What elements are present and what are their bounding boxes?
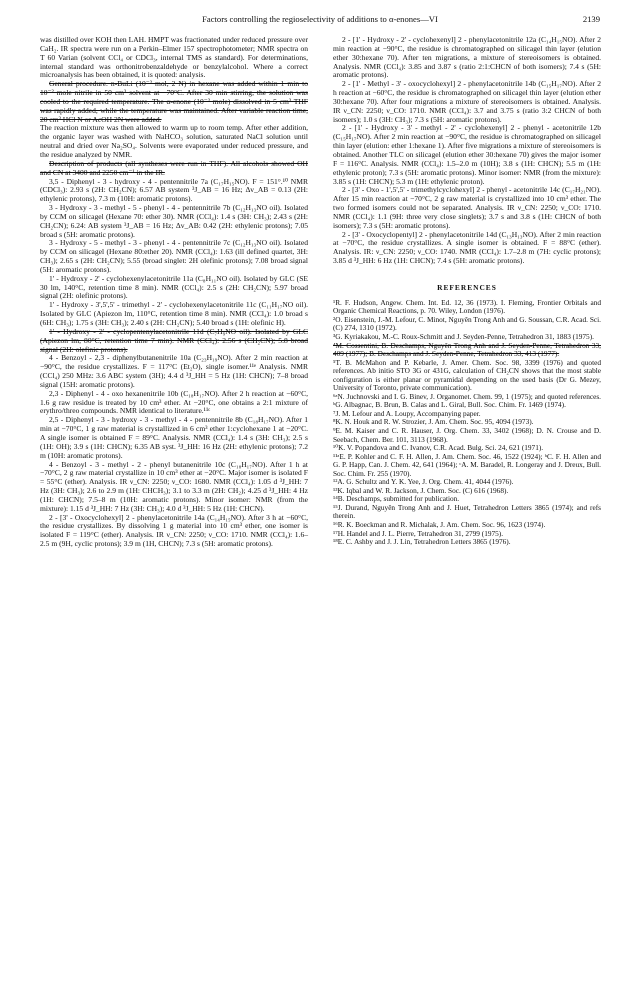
reference-item: ⁵T. B. McMahon and P. Kebarle, J. Amer. Chem. Soc. 98, 3399 (1976) and quoted references. Ab initio STO 3G or 431G, calculation of CH₂CN shows that the most stable configuration is either planar or pyramidal depending on the used basis (Dr G. Mezey, University of Toronto, private communication). (333, 357, 601, 393)
paragraph: 2 - [3' - Oxo - 1',5',5' - trimethylcyclohexyl] 2 - phenyl - acetonitrile 14c (C₁₇H₂₁NO). After 15 min reaction at −70°C, 2 g raw material is crystallized into 10 cm³ ether. The two formed isomers could not be separated. Analysis. IR ν_CN: 2250; ν_CO: 1710. NMR (CCl₄): 1.1 (9H: three very close singlets); 3.7 s and 3.8 s (1H: CHCN of both isomers); 7.3 s (5H: aromatic protons). (333, 185, 601, 230)
paragraph: 3,5 - Diphenyl - 3 - hydroxy - 4 - pentennitrile 7a (C₁₇H₁₅NO). F = 151°.¹⁰ NMR (CDCl₃): 2.93 s (2H: CH₂CN); 6.57 AB system ³J_AB = 16 Hz; Δv_AB = 0.13 (2H: ethylenic protons), 7.3 m (10H: aromatic protons). (40, 176, 308, 204)
paragraph: 1' - Hydroxy - 2' - cyclohexenylacetonitrile 11a (C₈H₁₁NO oil). Isolated by GLC (SE 30 lm, 140°C, retention time 8 min). NMR (CCl₄): 2.5 s (2H: CH₂CN); 5.97 broad signal (2H: olefinic protons). (40, 273, 308, 301)
paragraph: 2 - [1' - Methyl - 3' - oxocyclohexyl] 2 - phenylacetonitrile 14b (C₁₅H₁₇NO). After 2 h reaction at −60°C, the residue is chromatographed on silicagel thin layer (elution ether 30:hexane 70). After four migrations a mixture of stereoisomers is obtained. Analysis. IR ν_CN: 2250; ν_CO: 1710. NMR (CCl₄): 3.7 and 3.75 s (ratio 3:2 CHCN of both isomers); 1.0 s (3H: CH₃); 7.3 s (5H: aromatic protons). (333, 79, 601, 124)
page-header (40, 14, 600, 28)
reference-item: ¹¹ᵃE. P. Kohler and C. F. H. Allen, J. Am. Chem. Soc. 46, 1522 (1924); ᵇC. F. H. Allen and G. P. Happ, Can. J. Chem. 42, 641 (1964); ᶜA. M. Baradel, R. Longeray and J. Dreux, Bull. Soc. Chim. Fr. 255 (1970). (333, 451, 601, 478)
paragraph: 2 - [1' - Hydroxy - 3' - methyl - 2' - cyclohexenyl] 2 - phenyl - acetonitrile 12b (C₁₅H₁₇NO). After 2 min reaction at −90°C, the residue is chromatographed on silicagel thin layer (elution: ether 1:hexane 1). After five migrations a mixture of stereoisomers is obtained. Another TLC on silicagel (elution ether 30:hexane 70) gives the major isomer F = 116°C. Analysis. NMR (CCl₄): 1.5–2.0 m (10H); 3.8 s (1H: CHCN); 5.5 m (1H: ethylenic proton); 7.3 s (5H: aromatic protons). Minor isomer: NMR (from the mixture): 3.85 s (1H: CHCN); 5.3 m (1H: ethylenic proton). (333, 123, 601, 186)
reference-item: ⁸K. N. Houk and R. W. Strozier, J. Am. Chem. Soc. 95, 4094 (1973). (333, 417, 534, 427)
running-title: Factors controlling the regioselectivity of additions to α-enones—VI (202, 14, 438, 24)
paragraph: The reaction mixture was then allowed to warm up to room temp. After ether addition, the organic layer was washed with NaHCO₃ solution, saturated NaCl solution until neutral and dried over Na₂SO₄. Solvents were evaporated under reduced pressure, and the residue analyzed by NMR. (40, 123, 308, 159)
reference-item: ⁹E. M. Kaiser and C. R. Hauser, J. Org. Chem. 33, 3402 (1968); D. N. Crouse and D. Seebach, Chem. Ber. 101, 3113 (1968). (333, 425, 601, 444)
reference-item: ¹⁸E. C. Ashby and J. J. Lin, Tetrahedron Letters 3865 (1976). (333, 537, 511, 547)
reference-item: ¹⁰K. V. Popandova and C. Ivanov, C.R. Acad. Bulg. Sci. 24, 621 (1971). (333, 443, 544, 453)
reference-item: ⁴M. Cossentini, B. Deschamps, Nguyên Trong Anh and J. Seyden-Penne, Tetrahedron 33, 409 (1977); B. Deschamps and J. Seyden-Penne, Tetrahedron 33, 413 (1977). (333, 340, 601, 359)
reference-item: ⁶ᵃN. Juchnovski and I. G. Binev, J. Organomet. Chem. 99, 1 (1975); and quoted references. ᵇG. Albagnac, B. Brun, B. Calas and L. Giral, Bull. Soc. Chim. Fr. 1469 (1974). (333, 391, 601, 410)
reference-item: ¹²A. G. Schultz and Y. K. Yee, J. Org. Chem. 41, 4044 (1976). (333, 477, 514, 487)
paragraph: Description of products (all syntheses were run in THF). All alcohols showed OH and CN at 3400 and 2250 cm⁻¹ in the IR. (40, 158, 308, 177)
left-column (40, 36, 308, 549)
paragraph: 2,3 - Diphenyl - 4 - oxo hexanenitrile 10b (C₁₈H₁₇NO). After 2 h reaction at −60°C, 1.6 g raw residue is treated by 10 cm³ ether. At −20°C, one obtains a 2:1 mixture of erythro/threo compounds. NMR identical to literature.¹¹ᶜ (40, 388, 308, 416)
references-list (333, 299, 601, 547)
page-number: 2139 (582, 14, 600, 24)
reference-item: ¹R. F. Hudson, Angew. Chem. Int. Ed. 12, 36 (1973). I. Fleming, Frontier Orbitals and Organic Chemical Reactions, p. 70. Wiley, London (1976). (333, 297, 601, 316)
reference-item: ⁷J. M. Lefour and A. Loupy, Accompanying paper. (333, 408, 481, 418)
reference-item: ¹⁴B. Deschamps, submitted for publication. (333, 494, 460, 504)
reference-item: ¹⁵J. Durand, Nguyên Trong Anh and J. Huet, Tetrahedron Letters 3865 (1974); and refs therein. (333, 502, 601, 521)
paragraph: 4 - Benzoyl - 3 - methyl - 2 - phenyl butanenitrile 10c (C₁₈H₁₇NO). After 1 h at −70°C, 2 g raw material crystallize in 10 cm³ ether at −20°C. Major isomer is isolated F = 55°C (ether). Analysis. IR ν_CN: 2250; ν_CO: 1680. NMR (CCl₄): 1.05 d ³J_HH: 7 Hz (3H: CH₃); 2.6 to 2.9 m (1H: CHCH₃); 3.1 to 3.3 m (2H: CH₂); 4.25 d ³J_HH: 4 Hz (1H: CHCN); 7.5–8 m (10H: aromatic protons). Minor isomer: NMR (from the mixture): 1.15 d ³J_HH: 7 Hz (3H: CH₃); 4.0 d ³J_HH: 5 Hz (1H: CHCN). (40, 459, 308, 513)
paragraph: was distilled over KOH then LAH. HMPT was fractionated under reduced pressure over CaH₂. IR spectra were run on a Perkin–Elmer 157 spectrophotometer; NMR spectra on T 60 Varian (solvent CCl₄ or CDCl₃, internal TMS as standard). For determinations, internal standard was orthonitrobenzaldehyde or benzylalcohol. Where a correct microanalysis has been obtained, it is quoted: analysis. (40, 35, 308, 80)
paragraph: 2,5 - Diphenyl - 3 - hydroxy - 3 - methyl - 4 - pentennitrile 8b (C₁₈H₁₇NO). After 1 min at −70°C, 1 g raw material is crystallized in 6 cm³ ether 1:cyclohexane 1 at −20°C. A single isomer is obtained F = 89°C. Analysis. NMR (CCl₄): 1.4 s (3H: CH₃); 2.5 s (1H: OH); 3.9 s (1H: CHCN); 6.35 AB syst. ³J_HH: 16 Hz (2H: ethylenic protons); 7.2 m (10H: aromatic protons). (40, 415, 308, 460)
reference-item: ¹⁷H. Handel and J. L. Pierre, Tetrahedron 31, 2799 (1975). (333, 528, 504, 538)
paragraph: 2 - [3' - Oxocyclopentyl] 2 - phenylacetonitrile 14d (C₁₃H₁₃NO). After 2 min reaction at −70°C, the residue crystallizes. A single isomer is obtained. F = 88°C (ether). Analysis. IR: ν_CN: 2250; ν_CO: 1740. NMR (CCl₄): 1.7–2.8 m (7H: cyclic protons); 3.85 d ³J_HH: 6 Hz (1H: CHCN); 7.4 s (5H: aromatic protons). (333, 229, 601, 266)
paragraph: 1' - Hydroxy - 2' - cyclopentenylacetonitrile 11d (C₇H₉NO oil). Isolated by GLC (Apiezon lm, 80°C, retention time 7 min). NMR (CCl₄): 2.56 s (CH₂CN); 5.8 broad signal (2H: olefinic protons). (40, 326, 308, 354)
paragraph: 3 - Hydroxy - 3 - methyl - 5 - phenyl - 4 - pentennitrile 7b (C₁₂H₁₃NO oil). Isolated by CCM on silicagel (Hexane 70: ether 30). NMR (CCl₄): 1.4 s (3H: CH₃); 2.43 s (2H: CH₂CN); 6.24: AB system ³J_AB = 16 Hz; Δv_AB: 0.42 (2H: ethylenic protons); 7.05 broad s (5H: aromatic protons). (40, 203, 308, 239)
paragraph: General procedure. n-BuLi (10⁻² mol, 2 N) in hexane was added within 1 min to 10⁻² mole nitrile in 50 cm³ solvent at −70°C. After 30 min stirring, the solution was cooled to the required temperature. The α-enone (10⁻² mole) dissolved in 5 cm³ THF was rapidly added, while the temperature was maintained. After variable reaction time, 20 cm³ HCl N or AcOH 2N were added. (40, 79, 308, 124)
references-heading: REFERENCES (437, 282, 497, 292)
paragraph: 4 - Benzoyl - 2,3 - diphenylbutanenitrile 10a (C₂₃H₁₉NO). After 2 min reaction at −90°C, the residue crystallizes. F = 117°C (Et₂O), single isomer.¹¹ᵉ Analysis. NMR (CCl₄) 250 MHz: 3.6 ABC system (3H); 4.4 d ³J_HH = 5 Hz (1H: CHCN); 7–8 broad signal (15H: aromatic protons). (40, 353, 308, 389)
paragraph: 2 - [1' - Hydroxy - 2' - cyclohexenyl] 2 - phenylacetonitrile 12a (C₁₄H₁₅NO). After 2 min reaction at −90°C, the residue is chromatographed on silicagel thin layer (elution ether 30:hexane 70). After ten migrations, a mixture of stereoisomers is obtained. Analysis. NMR (CCl₄): 3.85 and 3.87 s (ratio 2:1:CHCN of both isomers); 7.4 s (5H: aromatic protons). (333, 35, 601, 80)
reference-item: ³G. Kyriakakou, M.-C. Roux-Schmitt and J. Seyden-Penne, Tetrahedron 31, 1883 (1975). (333, 331, 594, 341)
right-column (333, 36, 601, 547)
reference-item: ²O. Eisenstein, J.-M. Lefour, C. Minot, Nguyên Trong Anh and G. Soussan, C.R. Acad. Sci. (C) 274, 1310 (1972). (333, 314, 601, 333)
paragraph: 1' - Hydroxy - 3',5',5' - trimethyl - 2' - cyclohexenylacetonitrile 11c (C₁₁H₁₇NO oil). Isolated by GLC (Apiezon lm, 110°C, retention time 8 min). NMR (CCl₄): 1.0 broad s (6H: CH₃); 1.75 s (3H: CH₃); 2.40 s (2H: CH₂CN); 5.40 broad s (1H: olefinic H). (40, 300, 308, 327)
reference-item: ¹⁶R. K. Boeckman and R. Michalak, J. Am. Chem. Soc. 96, 1623 (1974). (333, 520, 546, 529)
paragraph: 3 - Hydroxy - 5 - methyl - 3 - phenyl - 4 - pentennitrile 7c (C₁₂H₁₃NO oil). Isolated by CCM on silicagel (Hexane 80:ether 20). NMR (CCl₄): 1.63 (ill defined quartet, 3H: CH₃); 2.65 s (2H: CH₂CN); 5.55 (broad singlet: 2H olefinic protons); 7.08 broad signal (5H: aromatic protons). (40, 238, 308, 274)
reference-item: ¹³K. Iqbal and W. R. Jackson, J. Chem. Soc. (C) 616 (1968). (333, 485, 509, 495)
paragraph: 2 - [3' - Oxocyclohexyl] 2 - phenylacetonitrile 14a (C₁₄H₁₅NO). After 3 h at −60°C, the residue crystallizes. By dissolving 1 g material into 10 cm³ ether, one isomer is isolated F = 119°C (ether). Analysis. IR ν_CN: 2250; ν_CO: 1710. NMR (CCl₄): 1.6–2.5 m (9H, cyclic protons); 3.9 m (1H, CHCN); 7.3 s (5H: aromatic protons). (40, 512, 308, 549)
